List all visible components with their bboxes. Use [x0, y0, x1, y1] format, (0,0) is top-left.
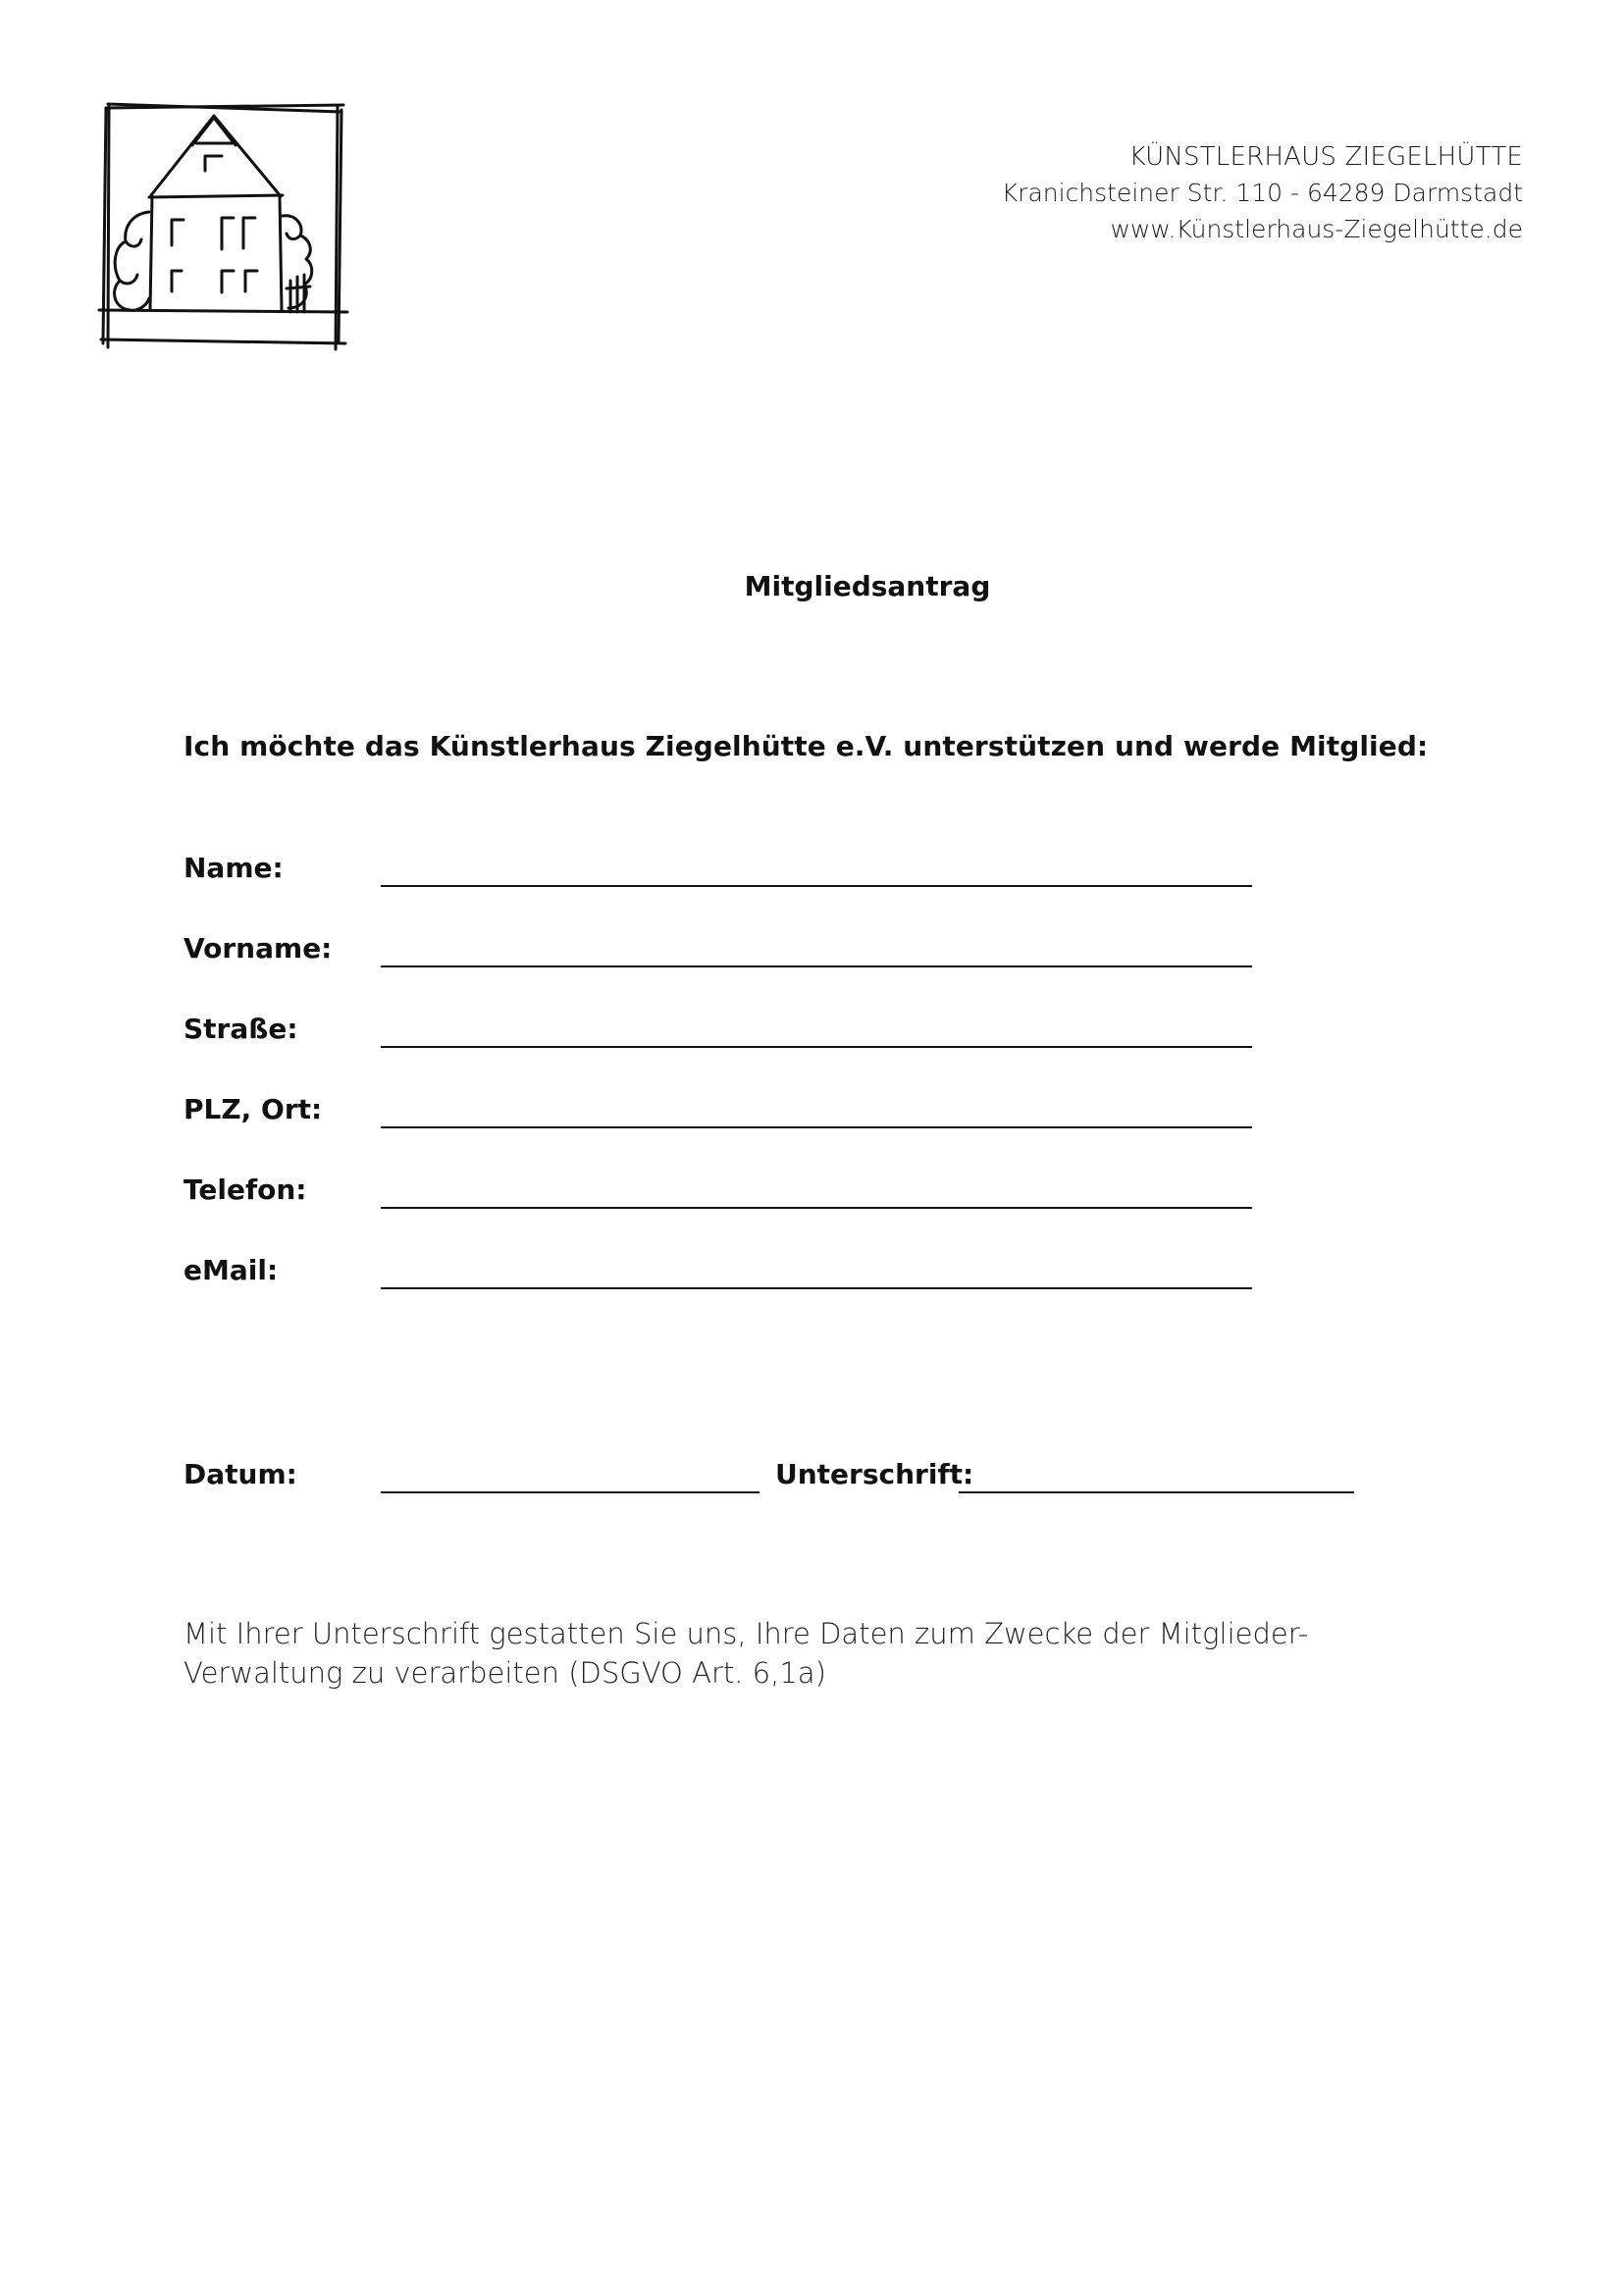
organization-address: Kranichsteiner Str. 110 - 64289 Darmstadt [1001, 179, 1523, 207]
vorname-fill-line[interactable] [381, 965, 1252, 967]
signature-row [183, 1455, 1361, 1494]
signature-fill-line[interactable] [959, 1491, 1354, 1493]
telefon-fill-line[interactable] [381, 1207, 1252, 1209]
privacy-notice-line: Mit Ihrer Unterschrift gestatten Sie uns, Ihre Daten zum Zwecke der Mitglieder- [183, 1617, 1309, 1650]
organization-name: KÜNSTLERHAUS ZIEGELHÜTTE [1128, 142, 1523, 172]
document-title: Mitgliedsantrag [744, 570, 991, 602]
logo [96, 102, 351, 357]
field-label: eMail: [183, 1254, 279, 1286]
name-fill-line[interactable] [381, 885, 1252, 887]
organization-website: www.Künstlerhaus-Ziegelhütte.de [1110, 215, 1523, 243]
email-fill-line[interactable] [381, 1287, 1252, 1289]
date-fill-line[interactable] [381, 1491, 760, 1493]
privacy-notice [183, 1614, 1489, 1693]
strasse-fill-line[interactable] [381, 1046, 1252, 1048]
organization-header [1002, 139, 1523, 247]
field-label: Vorname: [183, 932, 333, 965]
intro-statement: Ich möchte das Künstlerhaus Ziegelhütte e.V. unterstützen und werde Mitglied: [183, 730, 1429, 762]
privacy-notice-line: Verwaltung zu verarbeiten (DSGVO Art. 6,1a) [183, 1656, 826, 1690]
field-label: Telefon: [183, 1174, 307, 1206]
field-label: Name: [183, 852, 284, 884]
field-label: Straße: [183, 1013, 298, 1045]
field-label: PLZ, Ort: [183, 1093, 323, 1125]
signature-label: Unterschrift: [775, 1458, 974, 1490]
house-sketch-icon [96, 102, 351, 357]
date-label: Datum: [183, 1458, 297, 1490]
plz-ort-fill-line[interactable] [381, 1126, 1252, 1128]
